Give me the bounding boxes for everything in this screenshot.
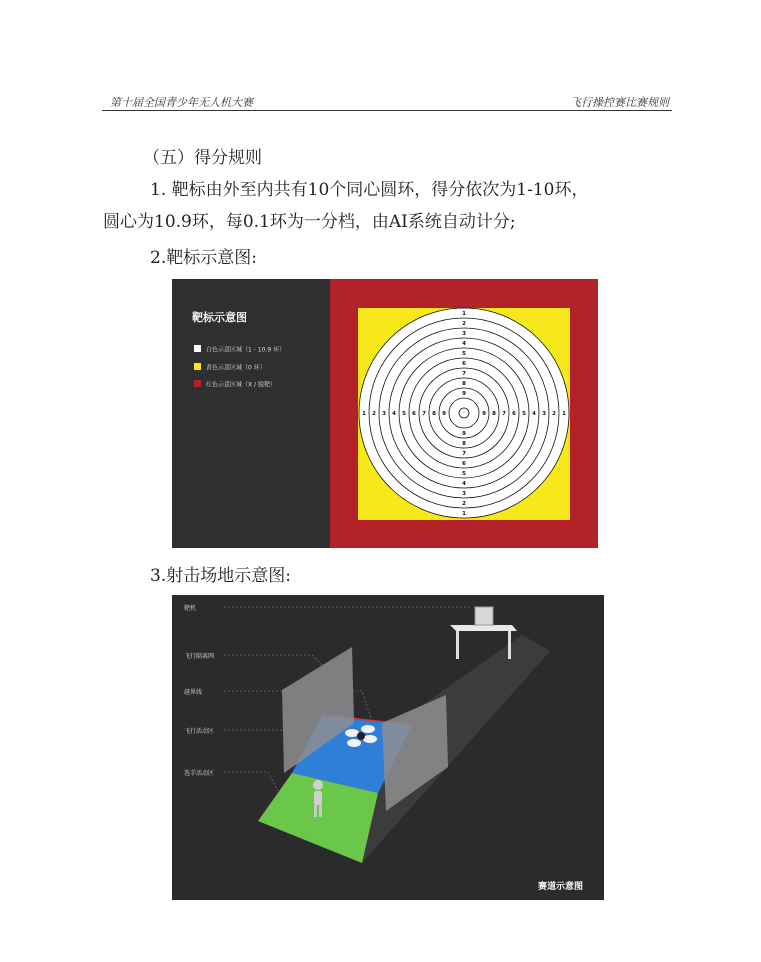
ring-number-bottom: 5: [462, 471, 466, 477]
legend-swatch-white: [194, 345, 201, 352]
ring-number-top: 6: [462, 361, 466, 367]
rule-item-2-label: 2.靶标示意图:: [150, 248, 257, 268]
ring-number-top: 4: [462, 341, 466, 347]
header-left-title: 第十届全国青少年无人机大赛: [110, 96, 253, 109]
svg-text:飞行隔离网: 飞行隔离网: [184, 653, 215, 660]
target-figure-svg: [172, 279, 598, 548]
ring-number-top: 8: [462, 381, 466, 387]
ring-number-top: 3: [462, 331, 466, 337]
ring-number-top: 9: [462, 391, 466, 397]
ring-number-bottom: 2: [462, 501, 466, 507]
table-leg: [508, 631, 511, 659]
target-machine: [475, 607, 493, 625]
svg-text:选手活动区: 选手活动区: [184, 770, 215, 777]
target-center-mark: ·: [463, 410, 465, 417]
field-caption: 赛道示意图: [538, 882, 584, 892]
ring-number-left: 8: [432, 411, 436, 417]
ring-number-left: 7: [422, 411, 426, 417]
rule-item-3-label: 3.射击场地示意图:: [150, 566, 291, 586]
ring-number-left: 3: [382, 411, 386, 417]
ring-number-right: 3: [542, 411, 546, 417]
rule-item-1-line-2: 圆心为10.9环，每0.1环为一分档，由AI系统自动计分;: [103, 212, 516, 232]
ring-number-right: 8: [492, 411, 496, 417]
ring-number-bottom: 6: [462, 461, 466, 467]
header-divider: [102, 110, 672, 111]
svg-text:靶机: 靶机: [184, 605, 197, 612]
ring-number-top: 7: [462, 371, 466, 377]
ring-number-bottom: 9: [462, 431, 466, 437]
ring-number-right: 1: [562, 411, 566, 417]
field-figure-svg: [172, 595, 604, 900]
legend-label-white: 白色示意区域（1 - 10.9 环）: [206, 346, 286, 354]
ring-number-left: 4: [392, 411, 396, 417]
ring-number-right: 4: [532, 411, 536, 417]
ring-number-top: 5: [462, 351, 466, 357]
ring-number-left: 5: [402, 411, 406, 417]
ring-number-bottom: 1: [462, 511, 466, 517]
svg-text:飞行活动区: 飞行活动区: [184, 728, 215, 735]
ring-number-bottom: 3: [462, 491, 466, 497]
ring-number-right: 6: [512, 411, 516, 417]
ring-number-bottom: 8: [462, 441, 466, 447]
header-right-title: 飞行操控赛比赛规则: [570, 96, 669, 109]
target-figure-title: 靶标示意图: [192, 311, 247, 324]
field-figure: [172, 595, 604, 900]
ring-number-left: 2: [372, 411, 376, 417]
ring-number-right: 5: [522, 411, 526, 417]
svg-text:越界线: 越界线: [184, 689, 203, 696]
ring-number-bottom: 7: [462, 451, 466, 457]
ring-number-top: 1: [462, 311, 466, 317]
ring-number-left: 9: [442, 411, 446, 417]
rule-item-1-line-1: 1. 靶标由外至内共有10个同心圆环，得分依次为1-10环，: [150, 180, 589, 200]
target-rings: [359, 308, 569, 518]
table-top: [450, 625, 517, 631]
ring-number-left: 6: [412, 411, 416, 417]
ring-number-left: 1: [362, 411, 366, 417]
target-figure: [172, 279, 598, 548]
ring-number-right: 7: [502, 411, 506, 417]
ring-number-right: 2: [552, 411, 556, 417]
legend-label-yellow: 黄色示意区域（0 环）: [206, 364, 266, 372]
ring-number-right: 9: [482, 411, 486, 417]
legend-label-red: 红色示意区域（X / 脱靶）: [206, 381, 276, 389]
ring-number-top: 2: [462, 321, 466, 327]
ring-number-bottom: 4: [462, 481, 466, 487]
legend-swatch-yellow: [194, 363, 201, 370]
legend-swatch-red: [194, 380, 201, 387]
table-leg: [456, 631, 459, 659]
section-title: （五）得分规则: [143, 148, 262, 168]
